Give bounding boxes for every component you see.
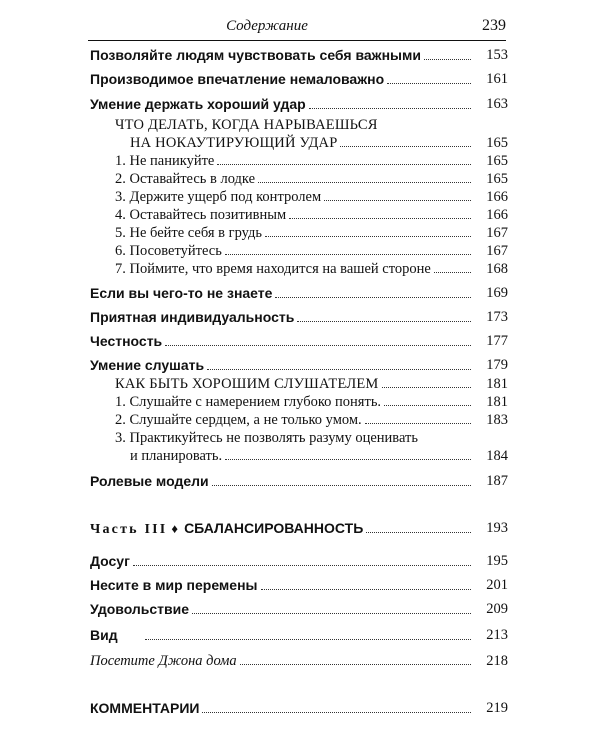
toc-entry-title: Производимое впечатление немаловажно	[90, 71, 385, 87]
part-label: Часть III	[90, 522, 168, 537]
leader-dots	[225, 254, 471, 255]
toc-entry-title: Досуг	[90, 553, 130, 569]
leader-dots	[133, 565, 471, 566]
toc-entry-title: 1. Слушайте с намерением глубоко понять.	[115, 394, 382, 410]
leader-dots	[207, 369, 471, 370]
leader-dots	[192, 613, 471, 614]
toc-entry-title: СБАЛАНСИРОВАННОСТЬ	[184, 520, 364, 536]
toc-entry-title: Вид	[90, 627, 118, 643]
leader-dots	[217, 164, 471, 165]
leader-dots	[384, 405, 471, 406]
toc-entry-page: 209	[486, 601, 508, 617]
toc-entry-page: 213	[486, 627, 508, 643]
toc-entry-title: Умение держать хороший удар	[90, 96, 306, 112]
leader-dots	[365, 423, 471, 424]
leader-dots	[275, 297, 471, 298]
toc-entry-page: 166	[486, 207, 508, 223]
leader-dots	[324, 200, 471, 201]
toc-entry-title: Умение слушать	[90, 357, 205, 373]
toc-entry-page: 167	[486, 225, 508, 241]
toc-entry-page: 184	[486, 448, 508, 464]
leader-dots	[289, 218, 471, 219]
toc-entry-page: 168	[486, 261, 508, 277]
leader-dots	[265, 236, 471, 237]
leader-dots	[145, 639, 471, 640]
leader-dots	[212, 485, 471, 486]
toc-entry-title: 2. Слушайте сердцем, а не только умом.	[115, 412, 362, 428]
toc-entry-title: Позволяйте людям чувствовать себя важными	[90, 47, 421, 63]
toc-entry-title-line2: НА НОКАУТИРУЮЩИЙ УДАР	[130, 135, 338, 151]
toc-entry-page: 195	[486, 553, 508, 569]
toc-entry-title: 1. Не паникуйте	[115, 153, 215, 169]
leader-dots	[240, 664, 471, 665]
toc-entry-title: Честность	[90, 333, 163, 349]
toc-entry-page: 187	[486, 473, 508, 489]
running-header-title: Содержание	[226, 18, 308, 34]
toc-entry-page: 179	[486, 357, 508, 373]
toc-entry-title: 7. Поймите, что время находится на вашей стороне	[115, 261, 431, 277]
leader-dots	[225, 459, 471, 460]
toc-entry-page: 169	[486, 285, 508, 301]
leader-dots	[165, 345, 471, 346]
leader-dots	[309, 108, 471, 109]
toc-entry-title-line2: и планировать.	[130, 448, 223, 464]
page-number: 239	[482, 17, 506, 34]
toc-entry-title-line1: ЧТО ДЕЛАТЬ, КОГДА НАРЫВАЕШЬСЯ	[115, 117, 378, 133]
leader-dots	[382, 387, 472, 388]
toc-entry-page: 161	[486, 71, 508, 87]
toc-entry-title: 3. Держите ущерб под контролем	[115, 189, 322, 205]
leader-dots	[261, 589, 472, 590]
toc-entry-title: Несите в мир перемены	[90, 577, 258, 593]
toc-entry-page: 165	[486, 171, 508, 187]
toc-entry-page: 219	[486, 700, 508, 716]
toc-entry-title: КОММЕНТАРИИ	[90, 700, 200, 716]
leader-dots	[258, 182, 471, 183]
toc-entry-page: 218	[486, 653, 508, 669]
toc-entry-page: 181	[486, 394, 508, 410]
toc-entry-page: 181	[486, 376, 508, 392]
toc-entry-title: 2. Оставайтесь в лодке	[115, 171, 256, 187]
toc-entry-page: 167	[486, 243, 508, 259]
toc-entry-title: КАК БЫТЬ ХОРОШИМ СЛУШАТЕЛЕМ	[115, 376, 379, 392]
leader-dots	[387, 83, 471, 84]
toc-entry-page: 201	[486, 577, 508, 593]
diamond-icon: ♦	[171, 521, 179, 536]
toc-entry-page: 183	[486, 412, 508, 428]
toc-entry-page: 153	[486, 47, 508, 63]
toc-entry-title: 5. Не бейте себя в грудь	[115, 225, 262, 241]
toc-entry-title: Удовольствие	[90, 601, 190, 617]
leader-dots	[424, 59, 471, 60]
toc-entry-page: 165	[486, 135, 508, 151]
toc-entry-page: 163	[486, 96, 508, 112]
toc-entry-page: 173	[486, 309, 508, 325]
toc-entry-title: Если вы чего-то не знаете	[90, 285, 273, 301]
leader-dots	[202, 712, 471, 713]
toc-entry-title-line1: 3. Практикуйтесь не позволять разуму оценивать	[115, 430, 418, 446]
toc-entry-title: Приятная индивидуальность	[90, 309, 295, 325]
toc-entry-title: 4. Оставайтесь позитивным	[115, 207, 287, 223]
toc-entry-title: Посетите Джона дома	[90, 653, 237, 669]
toc-entry-page: 165	[486, 153, 508, 169]
toc-entry-page: 193	[486, 520, 508, 536]
leader-dots	[434, 272, 471, 273]
leader-dots	[340, 146, 471, 147]
leader-dots	[297, 321, 471, 322]
leader-dots	[366, 532, 471, 533]
toc-entry-page: 177	[486, 333, 508, 349]
toc-entry-title: 6. Посоветуйтесь	[115, 243, 222, 259]
toc-entry-title: Ролевые модели	[90, 473, 209, 489]
toc-entry-page: 166	[486, 189, 508, 205]
